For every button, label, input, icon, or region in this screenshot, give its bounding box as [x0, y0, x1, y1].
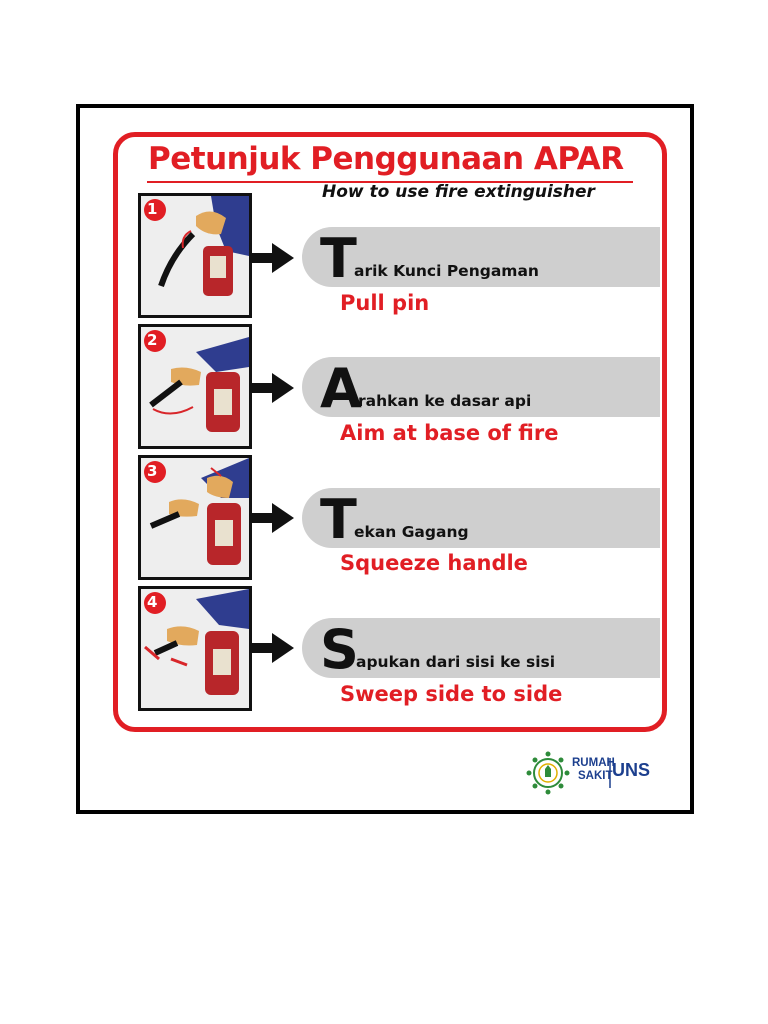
step-3-english: Squeeze handle [340, 551, 528, 575]
logo-brand: UNS [612, 760, 651, 780]
step-2-text: rahkan ke dasar api [358, 392, 532, 410]
step-3-number: 3 [147, 462, 158, 480]
poster-title: Petunjuk Penggunaan APAR [148, 141, 624, 177]
step-3-initial: T [320, 488, 357, 551]
step-3-arrow-icon [250, 503, 294, 533]
step-1-number: 1 [147, 200, 158, 218]
step-4-text: apukan dari sisi ke sisi [356, 653, 556, 671]
step-1-text: arik Kunci Pengaman [354, 262, 539, 280]
step-3-text: ekan Gagang [354, 523, 469, 541]
step-2-english: Aim at base of fire [340, 421, 559, 445]
step-1-initial: T [320, 227, 357, 290]
step-1-english: Pull pin [340, 291, 430, 315]
step-4-number: 4 [147, 593, 158, 611]
step-4-arrow-icon [250, 633, 294, 663]
step-1-arrow-icon [250, 243, 294, 273]
logo-line1: RUMAH [572, 757, 615, 769]
logo-line2: SAKIT [578, 770, 613, 782]
step-2-number: 2 [147, 331, 158, 349]
step-2-initial: A [320, 357, 362, 420]
step-4-english: Sweep side to side [340, 682, 563, 706]
step-4-initial: S [320, 618, 359, 681]
step-2-arrow-icon [250, 373, 294, 403]
poster-subtitle: How to use fire extinguisher [322, 182, 595, 202]
